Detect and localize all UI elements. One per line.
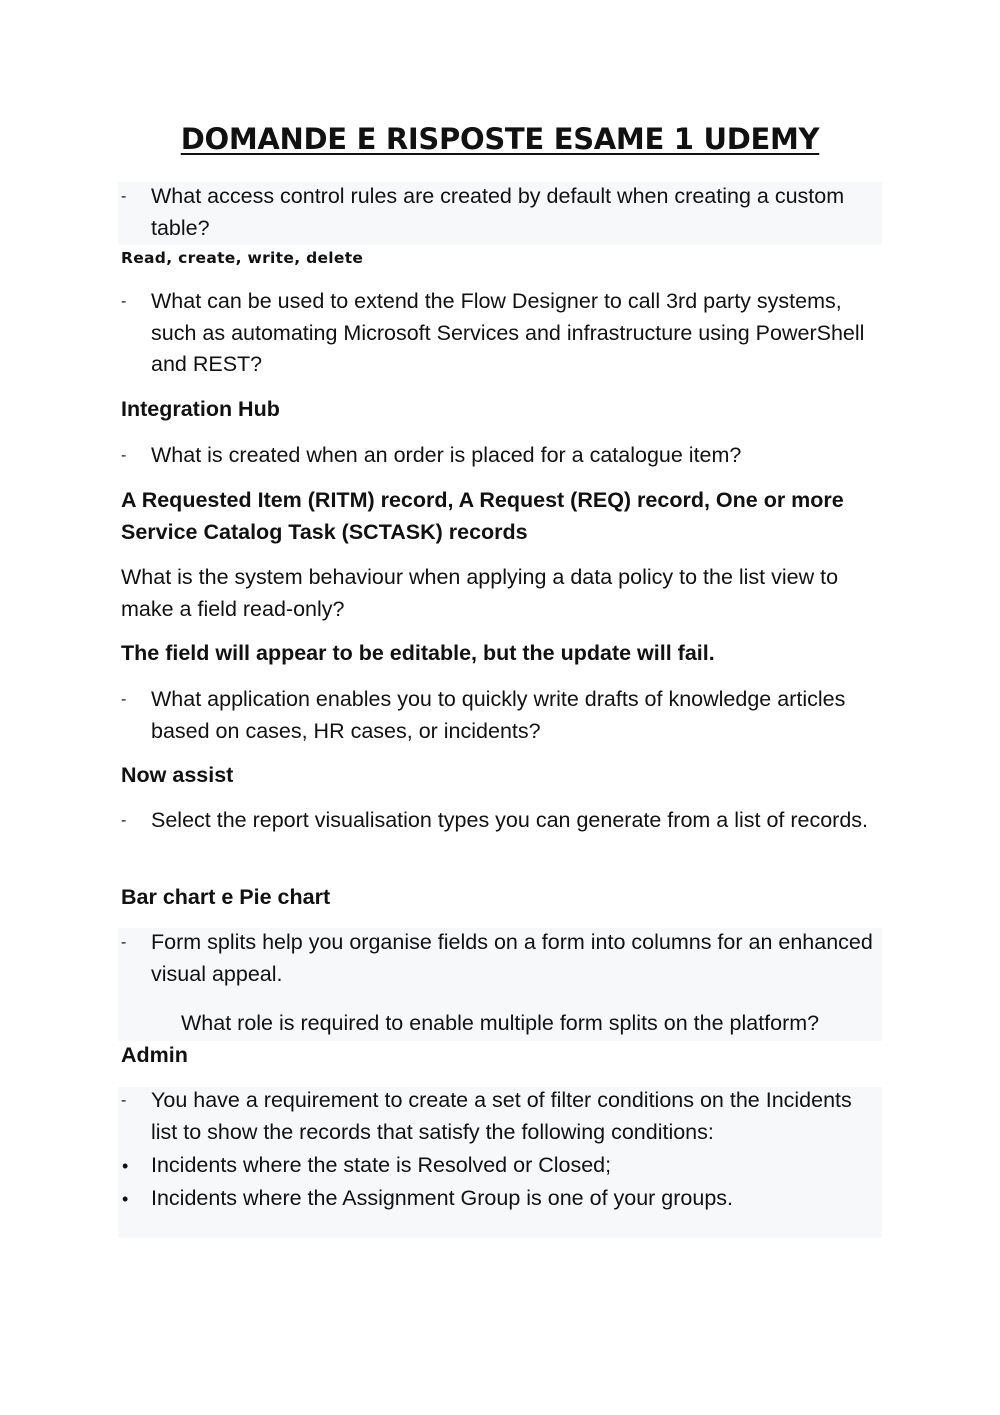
answer-5-text: Now assist: [121, 763, 234, 787]
question-5-dash: -: [121, 691, 127, 708]
question-8-text: You have a requirement to create a set of filter conditions on the Incidents list to show the records that satisfy the following conditions:: [151, 1088, 852, 1144]
question-8-item-2: Incidents where the Assignment Group is one of your groups.: [151, 1186, 734, 1210]
question-3-dash: -: [121, 447, 127, 464]
page-title: DOMANDE E RISPOSTE ESAME 1 UDEMY: [180, 122, 820, 156]
question-8-dash: -: [121, 1092, 127, 1109]
question-8-item-1: Incidents where the state is Resolved or Closed;: [151, 1153, 612, 1177]
question-6-dash: -: [121, 812, 127, 829]
question-3-text: What is created when an order is placed for a catalogue item?: [151, 443, 742, 467]
question-6-text: Select the report visualisation types you can generate from a list of records.: [151, 808, 869, 832]
answer-2-text: Integration Hub: [121, 397, 280, 421]
answer-1-text: Read, create, write, delete: [121, 249, 364, 267]
question-7-text: Form splits help you organise fields on a form into columns for an enhanced visual appeal.: [151, 930, 873, 986]
question-1-dash: -: [121, 188, 127, 205]
answer-4-text: The field will appear to be editable, but the update will fail.: [121, 641, 715, 665]
question-7-subtext: What role is required to enable multiple form splits on the platform?: [181, 1011, 820, 1035]
bullet-marker: •: [122, 1156, 129, 1176]
question-4-text: What is the system behaviour when applying a data policy to the list view to make a field read-only?: [121, 565, 839, 621]
answer-6-text: Bar chart e Pie chart: [121, 885, 331, 909]
answer-3-text: A Requested Item (RITM) record, A Request (REQ) record, One or more Service Catalog Task (SCTASK) records: [121, 488, 844, 544]
answer-7-text: Admin: [121, 1043, 188, 1067]
question-5-text: What application enables you to quickly write drafts of knowledge articles based on cases, HR cases, or incidents?: [151, 687, 846, 743]
question-7-dash: -: [121, 934, 127, 951]
question-2-dash: -: [121, 293, 127, 310]
bullet-marker: •: [122, 1189, 129, 1209]
question-1-text: What access control rules are created by default when creating a custom table?: [151, 184, 845, 240]
question-2-text: What can be used to extend the Flow Designer to call 3rd party systems, such as automating Microsoft Services and infrastructure using PowerShell and REST?: [151, 289, 865, 376]
